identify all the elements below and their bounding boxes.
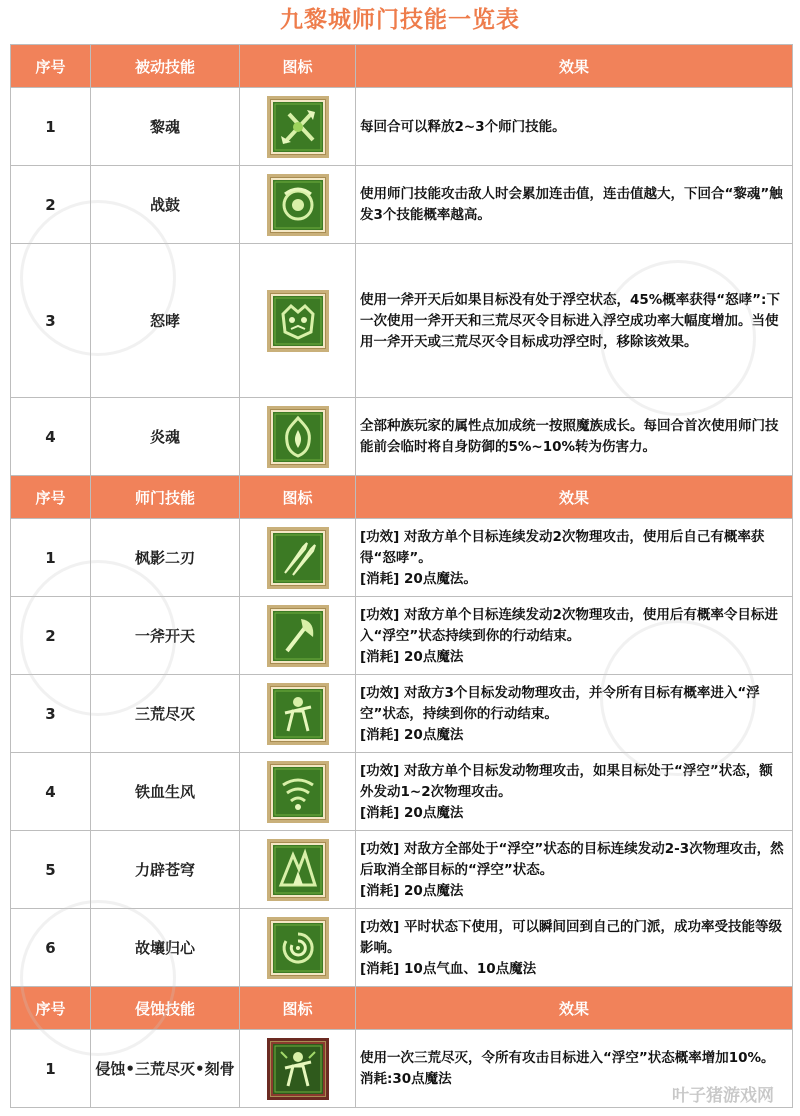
row-number: 1: [11, 88, 91, 166]
row-number: 3: [11, 675, 91, 753]
cost-text: 消耗:30点魔法: [360, 1071, 452, 1087]
effect-text: 使用一斧开天后如果目标没有处于浮空状态，45%概率获得“怒哮”:下一次使用一斧开天和三荒尽灭令目标进入浮空成功率大幅度增加。当使用一斧开天或三荒尽灭令目标成功浮空时，移除该效果。: [360, 291, 780, 350]
table-row: [11, 88, 793, 166]
page-title: 九黎城师门技能一览表: [280, 7, 520, 33]
row-number: 3: [11, 244, 91, 398]
skill-icon-cell: [240, 1030, 356, 1108]
cost-text: [消耗] 20点魔法: [360, 648, 464, 665]
twin-blades-icon: [267, 527, 329, 589]
effect-text: [功效] 对敌方全部处于“浮空”状态的目标连续发动2-3次物理攻击，然后取消全部目标的“浮空”状态。: [360, 840, 784, 878]
skill-icon-cell: [240, 675, 356, 753]
section-header-row: [11, 476, 793, 519]
whirlwind-icon: [267, 761, 329, 823]
effect-text: [功效] 对敌方单个目标连续发动2次物理攻击，使用后有概率令目标进入“浮空”状态持续到你的行动结束。: [360, 606, 778, 644]
flame-demon-icon: [267, 406, 329, 468]
skill-icon-cell: [240, 831, 356, 909]
effect-text: [功效] 对敌方单个目标连续发动2次物理攻击，使用后自己有概率获得“怒哮”。: [360, 528, 765, 566]
watermark: 叶子猪游戏网: [672, 1086, 774, 1106]
skill-name: 铁血生风: [91, 753, 240, 831]
table-row: [11, 753, 793, 831]
header-skill-type: 师门技能: [91, 476, 240, 519]
header-effect: 效果: [356, 987, 793, 1030]
skills-table: [10, 44, 793, 1108]
row-number: 2: [11, 597, 91, 675]
header-icon: 图标: [240, 476, 356, 519]
header-number: 序号: [11, 476, 91, 519]
table-row: [11, 519, 793, 597]
skill-effect: [356, 166, 793, 244]
skill-name: 枫影二刃: [91, 519, 240, 597]
skill-name: 故壤归心: [91, 909, 240, 987]
header-icon: 图标: [240, 45, 356, 88]
table-row: [11, 831, 793, 909]
table-row: [11, 675, 793, 753]
header-skill-type: 侵蚀技能: [91, 987, 240, 1030]
row-number: 1: [11, 519, 91, 597]
effect-text: 每回合可以释放2~3个师门技能。: [360, 118, 566, 135]
skill-icon-cell: [240, 519, 356, 597]
skill-name: 战鼓: [91, 166, 240, 244]
skill-name: 力辟苍穹: [91, 831, 240, 909]
section-header-row: [11, 987, 793, 1030]
skill-name: 一斧开天: [91, 597, 240, 675]
skill-icon-cell: [240, 244, 356, 398]
skill-effect: [356, 597, 793, 675]
header-skill-type: 被动技能: [91, 45, 240, 88]
skill-effect: [356, 88, 793, 166]
skill-name: 怒哮: [91, 244, 240, 398]
row-number: 1: [11, 1030, 91, 1108]
skill-name: 三荒尽灭: [91, 675, 240, 753]
skill-name: 侵蚀•三荒尽灭•刻骨: [91, 1030, 240, 1108]
skill-icon-cell: [240, 753, 356, 831]
skill-effect: [356, 675, 793, 753]
crossed-axes-icon: [267, 96, 329, 158]
skill-effect: [356, 398, 793, 476]
cost-text: [消耗] 20点魔法: [360, 804, 464, 821]
effect-text: 使用一次三荒尽灭，令所有攻击目标进入“浮空”状态概率增加10%。: [360, 1050, 775, 1066]
skill-name: 黎魂: [91, 88, 240, 166]
skill-name: 炎魂: [91, 398, 240, 476]
effect-text: [功效] 对敌方单个目标发动物理攻击，如果目标处于“浮空”状态，额外发动1~2次物理攻击。: [360, 762, 773, 800]
effect-text: 全部种族玩家的属性点加成统一按照魔族成长。每回合首次使用师门技能前会临时将自身防御的5%~10%转为伤害力。: [360, 418, 779, 455]
effect-text: [功效] 平时状态下使用，可以瞬间回到自己的门派，成功率受技能等级影响。: [360, 918, 783, 956]
header-effect: 效果: [356, 45, 793, 88]
section-header-row: [11, 45, 793, 88]
row-number: 4: [11, 398, 91, 476]
axe-icon: [267, 605, 329, 667]
header-number: 序号: [11, 987, 91, 1030]
header-effect: 效果: [356, 476, 793, 519]
skill-effect: [356, 753, 793, 831]
sky-splitter-icon: [267, 839, 329, 901]
return-vortex-icon: [267, 917, 329, 979]
skill-icon-cell: [240, 88, 356, 166]
skill-effect: [356, 519, 793, 597]
effect-text: 使用师门技能攻击敌人时会累加连击值，连击值越大，下回合“黎魂”触发3个技能概率越高。: [360, 186, 783, 223]
skill-icon-cell: [240, 909, 356, 987]
cost-text: [消耗] 20点魔法: [360, 882, 464, 899]
header-icon: 图标: [240, 987, 356, 1030]
skill-icon-cell: [240, 597, 356, 675]
cost-text: [消耗] 20点魔法。: [360, 570, 477, 587]
effect-text: [功效] 对敌方3个目标发动物理攻击，并令所有目标有概率进入“浮空”状态，持续到你的行动结束。: [360, 684, 760, 722]
skill-effect: [356, 244, 793, 398]
warrior-icon: [267, 683, 329, 745]
cost-text: [消耗] 20点魔法: [360, 726, 464, 743]
cost-text: [消耗] 10点气血、10点魔法: [360, 960, 537, 977]
row-number: 2: [11, 166, 91, 244]
skill-icon-cell: [240, 398, 356, 476]
skill-effect: [356, 831, 793, 909]
header-number: 序号: [11, 45, 91, 88]
skill-effect: [356, 909, 793, 987]
table-row: [11, 244, 793, 398]
table-row: [11, 909, 793, 987]
war-drum-icon: [267, 174, 329, 236]
row-number: 4: [11, 753, 91, 831]
row-number: 5: [11, 831, 91, 909]
row-number: 6: [11, 909, 91, 987]
skill-icon-cell: [240, 166, 356, 244]
roaring-beast-icon: [267, 290, 329, 352]
corrosion-warrior-icon: [267, 1038, 329, 1100]
table-row: [11, 398, 793, 476]
table-row: [11, 166, 793, 244]
table-row: [11, 597, 793, 675]
